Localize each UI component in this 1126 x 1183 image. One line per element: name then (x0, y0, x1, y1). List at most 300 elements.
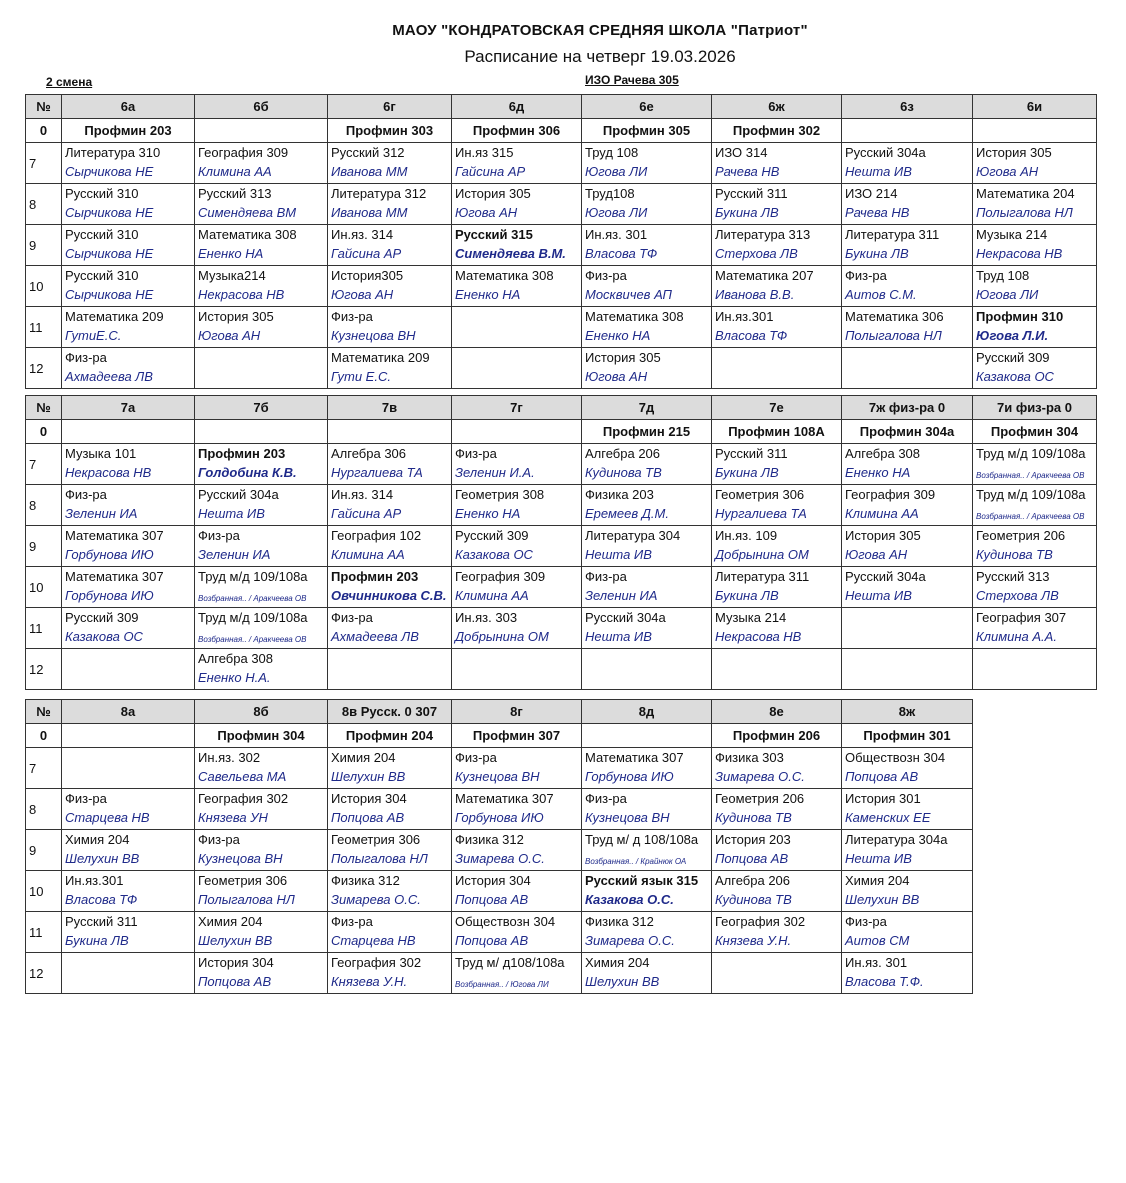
subject-room: Русский 310 (65, 186, 139, 201)
subject-room: География 309 (845, 487, 936, 502)
lesson-cell (973, 567, 1097, 608)
subject-room: Физика 312 (455, 832, 524, 847)
subject-room: Физ-ра (585, 268, 627, 283)
teacher-name: Гайсина АР (331, 246, 402, 261)
lesson-cell (195, 307, 328, 348)
teacher-name: Казакова ОС (976, 369, 1054, 384)
lesson-cell (62, 608, 195, 649)
lesson-cell (452, 748, 582, 789)
teacher-name: Князева УН (198, 810, 268, 825)
teacher-name: Югова АН (455, 205, 518, 220)
class-header: 7а (62, 396, 195, 420)
lesson-cell (452, 444, 582, 485)
lesson-cell (62, 143, 195, 184)
teacher-name: Попцова АВ (845, 769, 919, 784)
teacher-name: Некрасова НВ (976, 246, 1063, 261)
subject-room: Физ-ра (331, 914, 373, 929)
lesson-cell (62, 953, 195, 994)
subject-room: Математика 308 (585, 309, 684, 324)
subject-room: Музыка 101 (65, 446, 137, 461)
subject-room: Физ-ра (65, 350, 107, 365)
teacher-name: Шелухин ВВ (585, 974, 660, 989)
subject-room: Русский язык 315 (585, 873, 699, 888)
lesson-cell (62, 485, 195, 526)
lesson-number: 9 (26, 830, 62, 871)
teacher-name: Шелухин ВВ (331, 769, 406, 784)
subject-room: Геометрия 206 (976, 528, 1066, 543)
subject-room: Русский 313 (976, 569, 1050, 584)
lesson-cell (842, 526, 973, 567)
subject-room: Физика 203 (585, 487, 654, 502)
lesson-cell (712, 912, 842, 953)
lesson-cell (842, 608, 973, 649)
lesson-cell (195, 953, 328, 994)
subject-room: Ин.яз. 314 (331, 227, 394, 242)
class-header-row (26, 95, 1097, 119)
teacher-name: Югова ЛИ (585, 205, 648, 220)
lesson-cell (452, 485, 582, 526)
subject-room: История 203 (715, 832, 791, 847)
lesson-cell (452, 789, 582, 830)
lesson-cell (452, 184, 582, 225)
lesson-cell (328, 748, 452, 789)
lesson-cell (842, 748, 973, 789)
class-header: 8е (712, 700, 842, 724)
empty-space (973, 724, 1097, 748)
lesson-cell (328, 953, 452, 994)
lesson-cell (842, 953, 973, 994)
teacher-name: Горбунова ИЮ (65, 588, 154, 603)
lesson-cell (62, 649, 195, 690)
teacher-name: Нургалиева ТА (715, 506, 807, 521)
lesson-cell (452, 830, 582, 871)
lesson-number: 8 (26, 184, 62, 225)
lesson-cell (582, 871, 712, 912)
profmin-cell (195, 119, 328, 143)
lesson-cell (712, 444, 842, 485)
lesson-cell (582, 485, 712, 526)
teacher-name (328, 651, 451, 654)
subject-room: Геометрия 306 (715, 487, 805, 502)
subject-room: Литература 310 (65, 145, 161, 160)
teacher-name: Голдобина К.В. (198, 465, 297, 480)
profmin-cell (195, 420, 328, 444)
lesson-cell (842, 444, 973, 485)
subject-room: Русский 311 (65, 914, 138, 929)
profmin-cell (62, 724, 195, 748)
class-header: 7и физ-ра 0 (973, 396, 1097, 420)
lesson-cell (582, 912, 712, 953)
profmin-cell (973, 119, 1097, 143)
class-header: 7ж физ-ра 0 (842, 396, 973, 420)
lesson-number: 12 (26, 953, 62, 994)
profmin-cell: Профмин 108А (712, 420, 842, 444)
teacher-name: ГутиЕ.С. (65, 328, 122, 343)
subject-room: Физ-ра (198, 528, 240, 543)
lesson-row (26, 225, 1097, 266)
teacher-name: Шелухин ВВ (198, 933, 273, 948)
lesson-number: 0 (26, 724, 62, 748)
teacher-name: Власова ТФ (585, 246, 658, 261)
subject-room: Математика 307 (585, 750, 684, 765)
teacher-name: Югова АН (845, 547, 908, 562)
subject-room: Алгебра 206 (585, 446, 661, 461)
empty-space (973, 830, 1097, 871)
teacher-name: Савельева МА (198, 769, 287, 784)
teacher-name: Югова АН (585, 369, 648, 384)
teacher-name: Нешта ИВ (198, 506, 265, 521)
lesson-cell (712, 649, 842, 690)
subject-room: Физика 312 (585, 914, 654, 929)
subject-room: История 301 (845, 791, 921, 806)
lesson-cell (842, 348, 973, 389)
lesson-cell (842, 789, 973, 830)
subject-room: Литература 311 (715, 569, 810, 584)
subject-room: Геометрия 306 (331, 832, 421, 847)
subject-room: Физ-ра (455, 446, 497, 461)
subject-room: Геометрия 206 (715, 791, 805, 806)
lesson-cell (842, 567, 973, 608)
profmin-cell: Профмин 305 (582, 119, 712, 143)
subject-room: История305 (331, 268, 404, 283)
subject-room: География 302 (715, 914, 806, 929)
lesson-row (26, 608, 1097, 649)
teacher-name: Казакова ОС (455, 547, 533, 562)
teacher-name: Попцова АВ (715, 851, 789, 866)
subject-room: Физ-ра (845, 914, 887, 929)
schedule-table (25, 395, 1097, 690)
teacher-name: Нешта ИВ (845, 851, 912, 866)
subject-room: Музыка214 (198, 268, 266, 283)
lesson-number: 8 (26, 485, 62, 526)
teacher-name: Некрасова НВ (65, 465, 152, 480)
subject-room: Русский 309 (65, 610, 139, 625)
subject-room: Музыка 214 (715, 610, 787, 625)
lesson-cell (582, 649, 712, 690)
teacher-name: Зеленин ИА (585, 588, 658, 603)
lesson-number: 7 (26, 748, 62, 789)
lesson-cell (712, 953, 842, 994)
teacher-name: Кудинова ТВ (715, 892, 792, 907)
teacher-name (62, 651, 194, 654)
profmin-cell (582, 724, 712, 748)
subject-room: Физ-ра (65, 487, 107, 502)
lesson-cell (842, 184, 973, 225)
subject-room: Математика 307 (65, 569, 164, 584)
lesson-cell (62, 871, 195, 912)
teacher-name: Зимарева О.С. (331, 892, 421, 907)
profmin-cell: Профмин 302 (712, 119, 842, 143)
subject-room: История 304 (455, 873, 531, 888)
lesson-row-0 (26, 724, 1097, 748)
lesson-cell (328, 307, 452, 348)
subject-room: Алгебра 308 (845, 446, 921, 461)
subject-room: Русский 309 (976, 350, 1050, 365)
lesson-cell (582, 143, 712, 184)
teacher-name: Добрынина ОМ (455, 629, 549, 644)
lesson-cell (842, 871, 973, 912)
lesson-cell (62, 789, 195, 830)
class-header: 8д (582, 700, 712, 724)
teacher-name: Нешта ИВ (585, 547, 652, 562)
number-header: № (26, 396, 62, 420)
teacher-name (712, 350, 841, 353)
teacher-name: Иванова ММ (331, 205, 408, 220)
teacher-name: Зеленин И.А. (455, 465, 535, 480)
teacher-name (842, 651, 972, 654)
empty-space (973, 953, 1097, 994)
teacher-name: Шелухин ВВ (845, 892, 920, 907)
profmin-cell: Профмин 306 (452, 119, 582, 143)
teacher-name (452, 309, 581, 312)
lesson-cell (195, 789, 328, 830)
teacher-name: Овчинникова С.В. (331, 588, 447, 603)
teacher-name: Стерхова ЛВ (715, 246, 798, 261)
teacher-name: Иванова ММ (331, 164, 408, 179)
teacher-name: Аитов СМ (845, 933, 910, 948)
subject-room: Физика 312 (331, 873, 400, 888)
subject-room: Труд м/д 109/108а (976, 487, 1086, 502)
teacher-name: Югова АН (198, 328, 261, 343)
lesson-cell (328, 912, 452, 953)
teacher-name: Кудинова ТВ (976, 547, 1053, 562)
teacher-name: Югова ЛИ (976, 287, 1039, 302)
teacher-name: Сырчикова НЕ (65, 246, 154, 261)
teacher-name (712, 955, 841, 958)
profmin-cell: Профмин 204 (328, 724, 452, 748)
subject-room: Математика 308 (455, 268, 554, 283)
subject-room: География 307 (976, 610, 1067, 625)
profmin-cell: Профмин 307 (452, 724, 582, 748)
lesson-cell (973, 526, 1097, 567)
subject-room: Ин.яз. 301 (585, 227, 648, 242)
lesson-cell (712, 830, 842, 871)
teacher-name: Зеленин ИА (198, 547, 271, 562)
lesson-number: 0 (26, 119, 62, 143)
subject-room: Математика 209 (331, 350, 430, 365)
subject-room: Физ-ра (65, 791, 107, 806)
teacher-name: Возбранная.. / Аракчеева ОВ (198, 635, 307, 644)
number-header: № (26, 700, 62, 724)
teacher-name: Сырчикова НЕ (65, 287, 154, 302)
empty-space (973, 912, 1097, 953)
lesson-cell (452, 953, 582, 994)
lesson-cell (582, 444, 712, 485)
lesson-cell (452, 307, 582, 348)
teacher-name: Ененко НА (845, 465, 911, 480)
teacher-name: Стерхова ЛВ (976, 588, 1059, 603)
subject-room: Химия 204 (331, 750, 396, 765)
lesson-cell (328, 348, 452, 389)
subject-room: ИЗО 214 (845, 186, 898, 201)
teacher-name: Югова АН (976, 164, 1039, 179)
profmin-cell: Профмин 303 (328, 119, 452, 143)
subject-room: Алгебра 308 (198, 651, 274, 666)
teacher-name: Кудинова ТВ (585, 465, 662, 480)
lesson-row (26, 266, 1097, 307)
lesson-cell (842, 649, 973, 690)
teacher-name: Сырчикова НЕ (65, 205, 154, 220)
teacher-name: Климина АА (845, 506, 919, 521)
lesson-cell (842, 307, 973, 348)
lesson-cell (195, 830, 328, 871)
class-header: 6а (62, 95, 195, 119)
lesson-number: 7 (26, 444, 62, 485)
subject-room: География 302 (198, 791, 289, 806)
class-header: 8а (62, 700, 195, 724)
lesson-cell (712, 748, 842, 789)
subject-room: Физ-ра (845, 268, 887, 283)
subject-room: Русский 311 (715, 186, 788, 201)
lesson-cell (195, 184, 328, 225)
subject-room: Физ-ра (585, 569, 627, 584)
lesson-number: 0 (26, 420, 62, 444)
lesson-number: 11 (26, 307, 62, 348)
class-header-row (26, 700, 1097, 724)
subject-room: Физ-ра (331, 309, 373, 324)
number-header: № (26, 95, 62, 119)
lesson-cell (195, 225, 328, 266)
teacher-name: Зимарева О.С. (715, 769, 805, 784)
teacher-name: Ененко НА (198, 246, 264, 261)
subject-room: География 309 (198, 145, 289, 160)
teacher-name: Югова Л.И. (976, 328, 1049, 343)
lesson-cell (452, 225, 582, 266)
subject-room: Труд 108 (976, 268, 1030, 283)
lesson-cell (582, 567, 712, 608)
subject-room: Музыка 214 (976, 227, 1048, 242)
lesson-cell (452, 567, 582, 608)
teacher-name: Еремеев Д.М. (585, 506, 669, 521)
class-header: 6д (452, 95, 582, 119)
teacher-name: Климина АА (455, 588, 529, 603)
subject-room: Ин.яз. 109 (715, 528, 778, 543)
lesson-cell (195, 444, 328, 485)
lesson-cell (62, 912, 195, 953)
teacher-name: Казакова ОС (65, 629, 143, 644)
lesson-cell (62, 307, 195, 348)
teacher-name: Климина А.А. (976, 629, 1057, 644)
teacher-name: Букина ЛВ (715, 205, 779, 220)
teacher-name: Горбунова ИЮ (585, 769, 674, 784)
subject-room: Труд м/д 109/108а (198, 610, 308, 625)
lesson-row (26, 871, 1097, 912)
lesson-cell (712, 143, 842, 184)
subject-room: Труд 108 (585, 145, 639, 160)
lesson-cell (842, 912, 973, 953)
lesson-cell (328, 225, 452, 266)
subject-room: Обществозн 304 (845, 750, 946, 765)
teacher-name: Полыгалова НЛ (845, 328, 942, 343)
lesson-cell (842, 225, 973, 266)
subject-room: История 305 (198, 309, 274, 324)
lesson-cell (582, 307, 712, 348)
lesson-row (26, 789, 1097, 830)
lesson-cell (973, 608, 1097, 649)
lesson-number: 9 (26, 225, 62, 266)
teacher-name: Нешта ИВ (845, 164, 912, 179)
teacher-name: Москвичев АП (585, 287, 672, 302)
lesson-cell (328, 830, 452, 871)
lesson-number: 10 (26, 266, 62, 307)
lesson-cell (712, 225, 842, 266)
subject-room: Химия 204 (65, 832, 130, 847)
subject-room: Алгебра 306 (331, 446, 407, 461)
subject-room: Ин.яз. 314 (331, 487, 394, 502)
teacher-name: Власова ТФ (715, 328, 788, 343)
teacher-name: Нешта ИВ (845, 588, 912, 603)
subject-room: Русский 312 (331, 145, 405, 160)
teacher-name: Ененко Н.А. (198, 670, 271, 685)
lesson-cell (62, 225, 195, 266)
lesson-row (26, 526, 1097, 567)
lesson-cell (582, 526, 712, 567)
class-header: 7б (195, 396, 328, 420)
subject-room: Русский 304а (198, 487, 279, 502)
teacher-name: Букина ЛВ (715, 465, 779, 480)
profmin-cell: Профмин 206 (712, 724, 842, 748)
teacher-name: Климина АА (198, 164, 272, 179)
profmin-cell: Профмин 304 (195, 724, 328, 748)
teacher-name: Некрасова НВ (198, 287, 285, 302)
teacher-name: Зеленин ИА (65, 506, 138, 521)
teacher-name: Горбунова ИЮ (65, 547, 154, 562)
lesson-cell (973, 649, 1097, 690)
lesson-cell (195, 748, 328, 789)
lesson-cell (712, 307, 842, 348)
subject-room: ИЗО 314 (715, 145, 768, 160)
lesson-cell (195, 912, 328, 953)
lesson-cell (195, 143, 328, 184)
lesson-row (26, 143, 1097, 184)
teacher-name: Иванова В.В. (715, 287, 795, 302)
class-header: 8ж (842, 700, 973, 724)
lesson-cell (973, 184, 1097, 225)
subject-room: Профмин 203 (198, 446, 286, 461)
profmin-cell (842, 119, 973, 143)
teacher-name (62, 955, 194, 958)
subject-room: Математика 204 (976, 186, 1075, 201)
lesson-cell (842, 266, 973, 307)
lesson-cell (62, 444, 195, 485)
lesson-cell (328, 608, 452, 649)
class-header: 8г (452, 700, 582, 724)
lesson-cell (582, 608, 712, 649)
subject-room: Алгебра 206 (715, 873, 791, 888)
teacher-name: Ахмадеева ЛВ (65, 369, 153, 384)
lesson-cell (973, 444, 1097, 485)
lesson-cell (195, 266, 328, 307)
subject-room: Русский 315 (455, 227, 533, 242)
profmin-cell: Профмин 304 (973, 420, 1097, 444)
subject-room: История 305 (976, 145, 1052, 160)
teacher-name: Ененко НА (585, 328, 651, 343)
teacher-name: Шелухин ВВ (65, 851, 140, 866)
profmin-cell (328, 420, 452, 444)
lesson-cell (328, 184, 452, 225)
lesson-cell (712, 485, 842, 526)
lesson-cell (973, 143, 1097, 184)
lesson-cell (62, 830, 195, 871)
subject-room: Русский 309 (455, 528, 529, 543)
teacher-name: Князева У.Н. (715, 933, 792, 948)
empty-space (973, 871, 1097, 912)
subject-room: Профмин 203 (331, 569, 419, 584)
teacher-name (973, 651, 1096, 654)
subject-room: Литература 312 (331, 186, 427, 201)
teacher-name: Попцова АВ (331, 810, 405, 825)
empty-space (973, 748, 1097, 789)
